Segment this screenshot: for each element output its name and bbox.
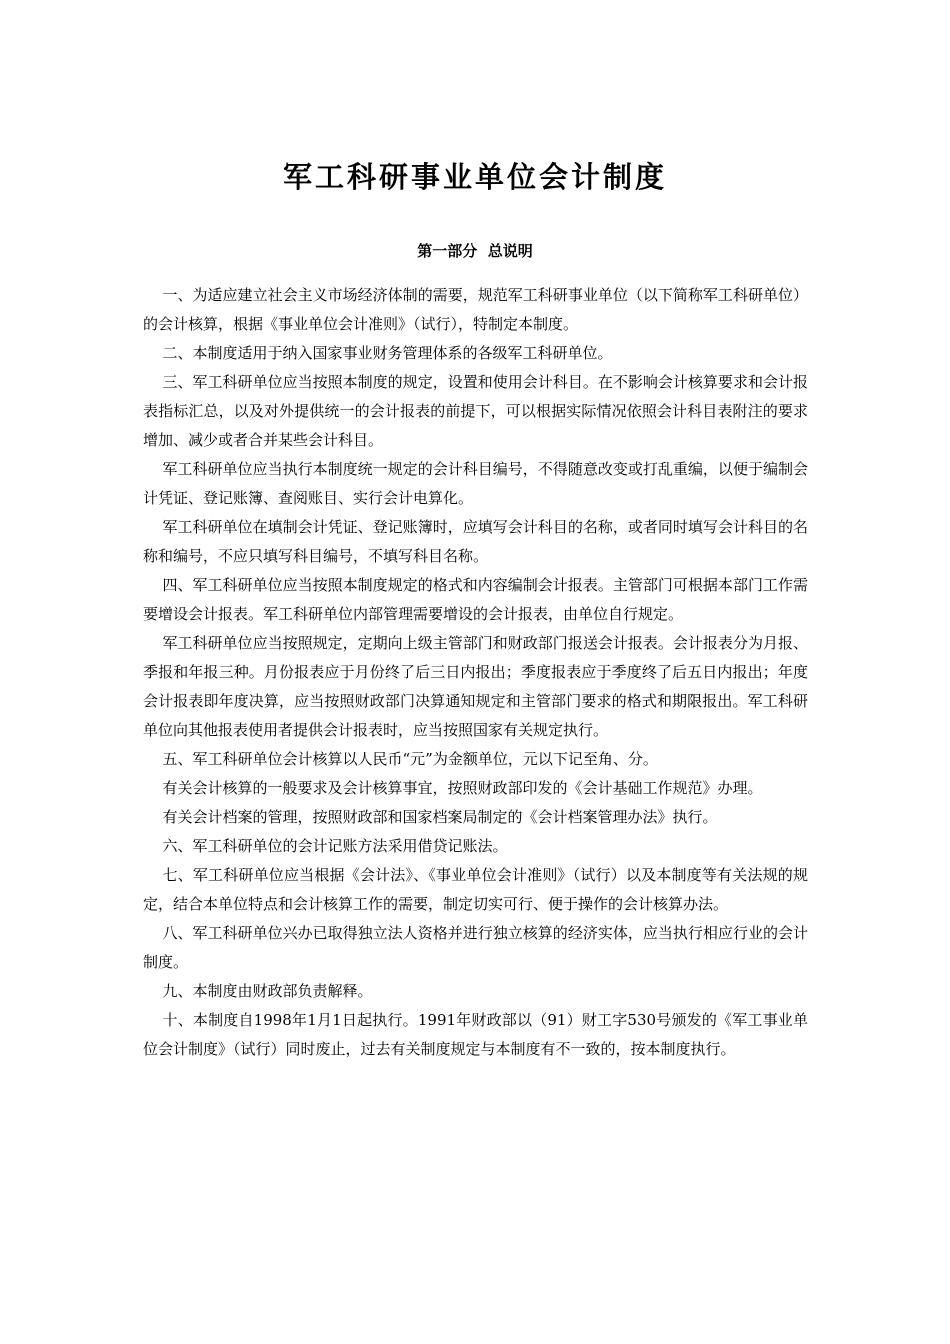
paragraph-8: 五、军工科研单位会计核算以人民币“元”为金额单位，元以下记至角、分。 <box>162 750 658 768</box>
paragraph-12: 七、军工科研单位应当根据《会计法》、《事业单位会计准则》（试行）以及本制度等有关法规的规定，结合本单位特点和会计核算工作的需要，制定切实可行、便于操作的会计核算办法。 <box>143 866 808 913</box>
paragraph-4: 军工科研单位应当执行本制度统一规定的会计科目编号，不得随意改变或打乱重编，以便于编制会计凭证、登记账簿、查阅账目、实行会计电算化。 <box>143 460 808 507</box>
paragraph-5: 军工科研单位在填制会计凭证、登记账簿时，应填写会计科目的名称，或者同时填写会计科目的名称和编号，不应只填写科目编号，不填写科目名称。 <box>143 518 808 565</box>
paragraph-11: 六、军工科研单位的会计记账方法采用借贷记账法。 <box>162 837 508 855</box>
paragraph-6: 四、军工科研单位应当按照本制度规定的格式和内容编制会计报表。主管部门可根据本部门工作需要增设会计报表。军工科研单位内部管理需要增设的会计报表，由单位自行规定。 <box>143 576 808 623</box>
section-heading: 第一部分 总说明 <box>417 242 533 260</box>
document-title: 军工科研事业单位会计制度 <box>282 160 667 194</box>
paragraph-10: 有关会计档案的管理，按照财政部和国家档案局制定的《会计档案管理办法》执行。 <box>162 808 718 826</box>
paragraph-14: 九、本制度由财政部负责解释。 <box>162 982 373 1000</box>
paragraph-15: 十、本制度自1998年1月1日起执行。1991年财政部以（91）财工字530号颁发的《军工事业单位会计制度》（试行）同时废止，过去有关制度规定与本制度有不一致的，按本制度执行。 <box>143 1011 808 1058</box>
paragraph-1: 一、为适应建立社会主义市场经济体制的需要，规范军工科研事业单位（以下简称军工科研单位）的会计核算，根据《事业单位会计准则》（试行），特制定本制度。 <box>143 286 808 333</box>
paragraph-9: 有关会计核算的一般要求及会计核算事宜，按照财政部印发的《会计基础工作规范》办理。 <box>162 779 763 797</box>
paragraph-2: 二、本制度适用于纳入国家事业财务管理体系的各级军工科研单位。 <box>162 344 613 362</box>
document-body <box>143 281 808 1064</box>
paragraph-3: 三、军工科研单位应当按照本制度的规定，设置和使用会计科目。在不影响会计核算要求和会计报表指标汇总，以及对外提供统一的会计报表的前提下，可以根据实际情况依照会计科目表附注的要求增加、减少或者合并某些会计科目。 <box>143 373 808 449</box>
paragraph-7: 军工科研单位应当按照规定，定期向上级主管部门和财政部门报送会计报表。会计报表分为月报、季报和年报三种。月份报表应于月份终了后三日内报出；季度报表应于季度终了后五日内报出；年度会计报表即年度决算，应当按照财政部门决算通知规定和主管部门要求的格式和期限报出。军工科研单位向其他报表使用者提供会计报表时，应当按照国家有关规定执行。 <box>143 634 808 739</box>
paragraph-13: 八、军工科研单位兴办已取得独立法人资格并进行独立核算的经济实体，应当执行相应行业的会计制度。 <box>143 924 808 971</box>
